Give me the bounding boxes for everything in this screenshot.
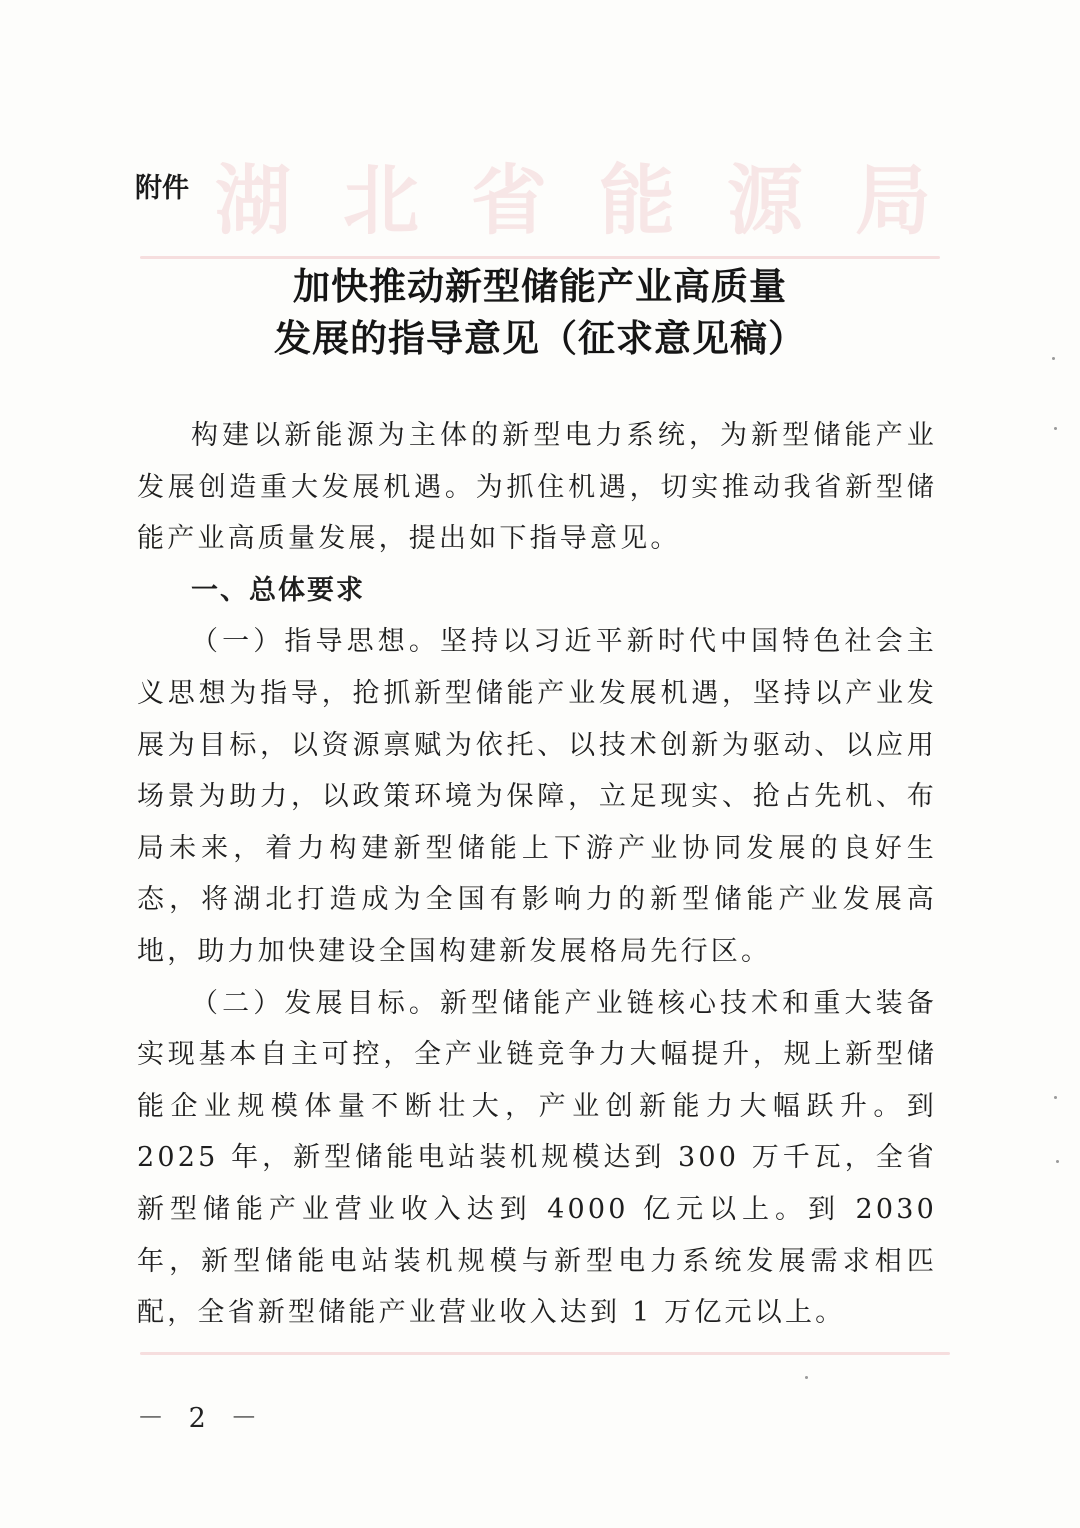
page-number: － 2 － — [137, 1403, 266, 1434]
development-goals-paragraph: （二）发展目标。新型储能产业链核心技术和重大装备实现基本自主可控，全产业链竞争力大幅提升，规上新型储能企业规模体量不断壮大，产业创新能力大幅跃升。到 2025 年，新型储能电站装机规模达到 300 万千瓦，全省新型储能产业营业收入达到 4000 亿元以上。到 2030 年，新型储能电站装机规模与新型电力系统发展需求相匹配，全省新型储能产业营业收入达到 1 万亿元以上。 — [137, 987, 937, 1329]
scan-speck — [1052, 357, 1055, 360]
attachment-label: 附件 — [135, 173, 189, 204]
document-title-line-1: 加快推动新型储能产业高质量 — [293, 264, 787, 308]
scan-speck — [1054, 1096, 1057, 1099]
document-title-line-2: 发展的指导意见（征求意见稿） — [274, 316, 806, 360]
scan-speck — [1056, 1160, 1059, 1163]
scan-speck — [1054, 427, 1057, 430]
intro-paragraph: 构建以新能源为主体的新型电力系统，为新型储能产业发展创造重大发展机遇。为抓住机遇，切实推动我省新型储能产业高质量发展，提出如下指导意见。 — [137, 420, 937, 555]
letterhead-watermark: 湖北省能源局 — [215, 156, 983, 245]
section-heading: 一、总体要求 — [191, 574, 365, 606]
watermark-rule-bottom — [140, 1352, 950, 1355]
document-body — [137, 410, 937, 1339]
scan-speck — [805, 1376, 808, 1379]
guiding-ideology-paragraph: （一）指导思想。坚持以习近平新时代中国特色社会主义思想为指导，抢抓新型储能产业发展机遇，坚持以产业发展为目标，以资源禀赋为依托、以技术创新为驱动、以应用场景为助力，以政策环境为保障，立足现实、抢占先机、布局未来，着力构建新型储能上下游产业协同发展的良好生态，将湖北打造成为全国有影响力的新型储能产业发展高地，助力加快建设全国构建新发展格局先行区。 — [137, 626, 937, 967]
